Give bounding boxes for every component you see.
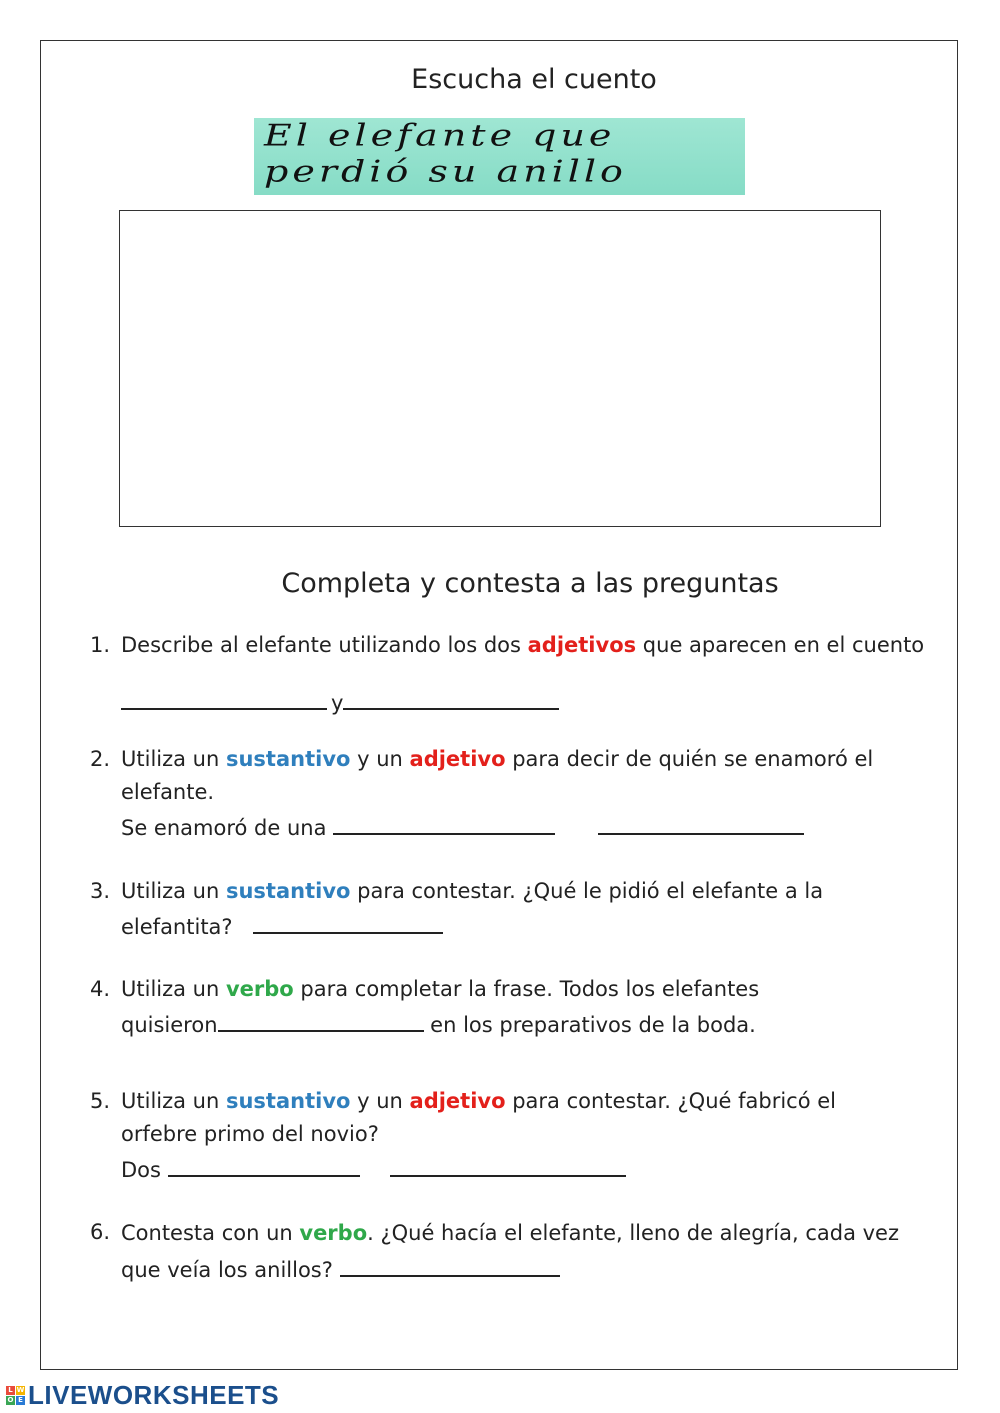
question-number: 2.	[90, 747, 111, 771]
question-text: que aparecen en el cuento	[636, 633, 925, 657]
question-text: Utiliza un	[121, 977, 226, 1001]
question-text: para contestar. ¿Qué le pidió el elefante a la elefantita?	[121, 879, 824, 939]
question-number: 6.	[90, 1220, 111, 1244]
answer-blank-3[interactable]	[253, 908, 443, 934]
banner-title-line2: perdió su anillo	[264, 154, 627, 189]
question-text: Utiliza un	[121, 879, 226, 903]
answer-blank-2a[interactable]	[333, 809, 555, 835]
question-5	[90, 1085, 970, 1187]
question-text: y un	[350, 1089, 410, 1113]
story-image-placeholder	[119, 210, 881, 527]
banner-title-line1: El elefante que	[264, 118, 616, 153]
separator-text: y	[331, 691, 344, 715]
liveworksheets-logo-icon	[6, 1386, 25, 1405]
question-text: y un	[350, 747, 410, 771]
answer-blank-2b[interactable]	[598, 809, 804, 835]
logo-letter: E	[16, 1396, 25, 1405]
question-3	[90, 875, 970, 944]
subtitle: Escucha el cuento	[411, 64, 657, 95]
question-6	[90, 1216, 970, 1288]
logo-letter: W	[16, 1385, 25, 1394]
logo-letter: O	[7, 1395, 14, 1404]
keyword-verb: verbo	[299, 1221, 368, 1245]
answer-prompt: Dos	[121, 1158, 161, 1182]
question-text: Utiliza un	[121, 747, 226, 771]
answer-prompt: Se enamoró de una	[121, 816, 327, 840]
answer-blank-5b[interactable]	[390, 1151, 626, 1177]
question-text: en los preparativos de la boda.	[423, 1013, 756, 1037]
brand-name: LIVEWORKSHEETS	[28, 1379, 280, 1410]
answer-blank-5a[interactable]	[168, 1151, 360, 1177]
keyword-adjective: adjetivo	[409, 1089, 506, 1113]
question-text: para decir de quién se enamoró el elefante.	[121, 747, 874, 804]
footer-brand	[6, 1380, 279, 1410]
keyword-adjective: adjetivos	[527, 633, 637, 657]
question-text: . ¿Qué hacía el elefante, lleno de alegría, cada vez que veía los anillos?	[121, 1221, 899, 1282]
question-number: 5.	[90, 1089, 111, 1113]
keyword-adjective: adjetivo	[409, 747, 506, 771]
section-title: Completa y contesta a las preguntas	[281, 568, 779, 599]
answer-blank-6[interactable]	[340, 1251, 560, 1277]
question-number: 3.	[90, 879, 111, 903]
keyword-noun: sustantivo	[225, 747, 351, 771]
answer-blank-1b[interactable]	[343, 684, 559, 710]
question-text: Utiliza un	[121, 1089, 226, 1113]
logo-letter: L	[6, 1386, 15, 1395]
answer-blank-1a[interactable]	[121, 684, 327, 710]
keyword-noun: sustantivo	[225, 1089, 351, 1113]
question-text: Describe al elefante utilizando los dos	[121, 633, 528, 657]
question-4	[90, 973, 970, 1042]
keyword-verb: verbo	[225, 977, 294, 1001]
question-text: Contesta con un	[121, 1221, 300, 1245]
question-2	[90, 743, 970, 845]
question-number: 4.	[90, 977, 111, 1001]
question-text: para completar la frase. Todos los elefantes quisieron	[121, 977, 760, 1037]
title-banner	[254, 118, 745, 195]
question-number: 1.	[90, 633, 111, 657]
keyword-noun: sustantivo	[225, 879, 351, 903]
answer-blank-4[interactable]	[218, 1006, 424, 1032]
question-text: para contestar. ¿Qué fabricó el orfebre primo del novio?	[121, 1089, 837, 1146]
question-1	[90, 629, 970, 720]
